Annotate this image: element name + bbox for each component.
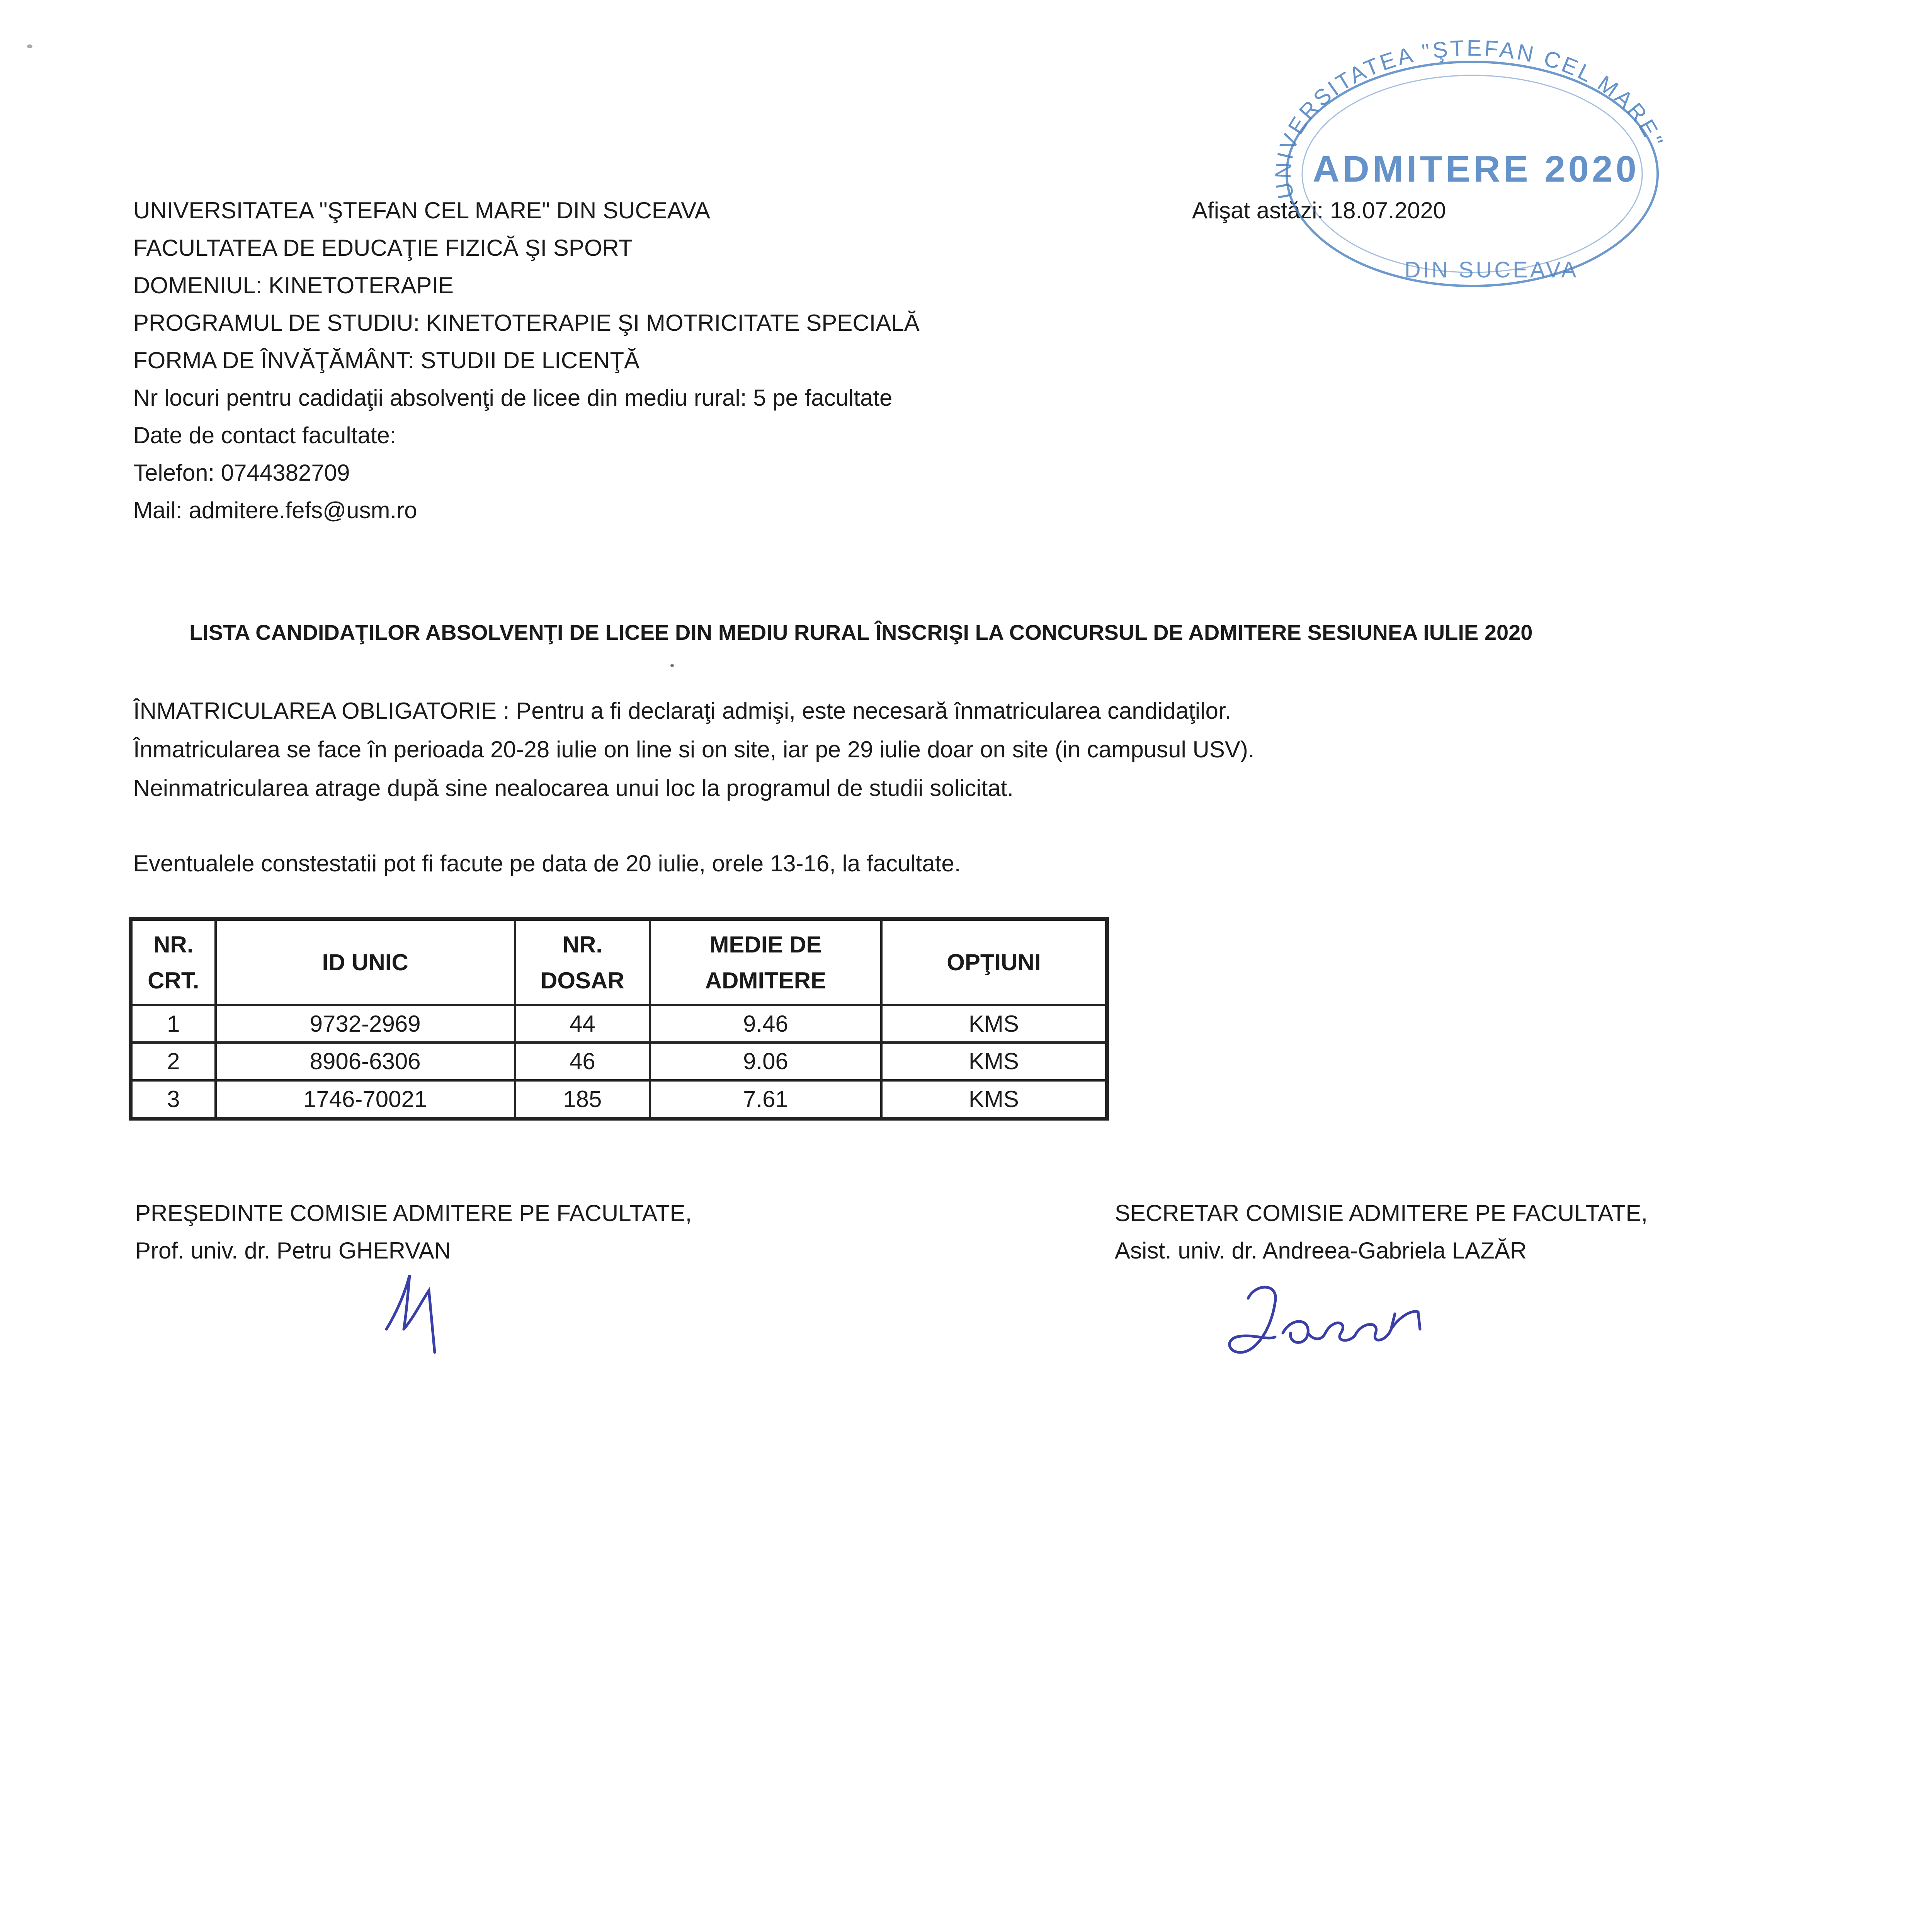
- stamp-ring-text: UNIVERSITATEA "ŞTEFAN CEL MARE": [1270, 35, 1669, 201]
- stamp-center-text: ADMITERE 2020: [1313, 148, 1639, 190]
- header-medie: MEDIE DE ADMITERE: [650, 919, 881, 1005]
- secretary-title: SECRETAR COMISIE ADMITERE PE FACULTATE,: [1115, 1200, 1648, 1226]
- posted-date: Afişat astăzi: 18.07.2020: [1192, 197, 1446, 223]
- cell-nr-crt: 2: [131, 1043, 216, 1080]
- cell-nr-dosar: 44: [515, 1005, 650, 1043]
- faculty-name: FACULTATEA DE EDUCAŢIE FIZICĂ ŞI SPORT: [133, 235, 633, 261]
- cell-medie: 9.06: [650, 1043, 881, 1080]
- admission-stamp: [1260, 35, 1677, 313]
- notice-line-4: Eventualele constestatii pot fi facute pe data de 20 iulie, orele 13-16, la facultate.: [133, 850, 961, 876]
- president-title: PREŞEDINTE COMISIE ADMITERE PE FACULTATE,: [135, 1200, 692, 1226]
- stamp-bottom-text: DIN SUCEAVA: [1404, 257, 1579, 282]
- secretary-signature: [1225, 1275, 1464, 1376]
- header-id-unic: ID UNIC: [216, 919, 515, 1005]
- table-row: [131, 1005, 1107, 1043]
- cell-nr-crt: 3: [131, 1080, 216, 1119]
- contact-phone: Telefon: 0744382709: [133, 460, 350, 486]
- contact-mail: Mail: admitere.fefs@usm.ro: [133, 497, 417, 523]
- cell-optiuni: KMS: [881, 1043, 1107, 1080]
- notice-line-3: Neinmatricularea atrage după sine nealocarea unui loc la programul de studii solicitat.: [133, 775, 1014, 801]
- study-domain: DOMENIUL: KINETOTERAPIE: [133, 272, 454, 298]
- table-header-row: [131, 919, 1107, 1005]
- cell-nr-crt: 1: [131, 1005, 216, 1043]
- scan-speck: [27, 44, 32, 48]
- cell-optiuni: KMS: [881, 1080, 1107, 1119]
- cell-id-unic: 1746-70021: [216, 1080, 515, 1119]
- contact-heading: Date de contact facultate:: [133, 422, 396, 448]
- scan-speck: [670, 664, 674, 667]
- cell-nr-dosar: 185: [515, 1080, 650, 1119]
- notice-line-2: Înmatricularea se face în perioada 20-28 iulie on line si on site, iar pe 29 iulie doar on site (in campusul USV).: [133, 736, 1255, 762]
- university-name: UNIVERSITATEA "ŞTEFAN CEL MARE" DIN SUCEAVA: [133, 197, 710, 223]
- cell-medie: 7.61: [650, 1080, 881, 1119]
- cell-optiuni: KMS: [881, 1005, 1107, 1043]
- header-optiuni: OPŢIUNI: [881, 919, 1107, 1005]
- cell-id-unic: 8906-6306: [216, 1043, 515, 1080]
- study-program: PROGRAMUL DE STUDIU: KINETOTERAPIE ŞI MOTRICITATE SPECIALĂ: [133, 310, 920, 336]
- president-signature: [371, 1264, 460, 1360]
- cell-id-unic: 9732-2969: [216, 1005, 515, 1043]
- places-info: Nr locuri pentru cadidaţii absolvenţi de licee din mediu rural: 5 pe facultate: [133, 385, 893, 411]
- notice-line-1: ÎNMATRICULAREA OBLIGATORIE : Pentru a fi declaraţi admişi, este necesară înmatricularea candidaţilor.: [133, 698, 1231, 724]
- study-form: FORMA DE ÎNVĂŢĂMÂNT: STUDII DE LICENŢĂ: [133, 347, 640, 373]
- cell-nr-dosar: 46: [515, 1043, 650, 1080]
- candidates-table: [129, 917, 1109, 1121]
- table-row: [131, 1080, 1107, 1119]
- list-title: LISTA CANDIDAŢILOR ABSOLVENŢI DE LICEE DIN MEDIU RURAL ÎNSCRIŞI LA CONCURSUL DE ADMITERE SESIUNEA IULIE 2020: [189, 620, 1533, 645]
- president-name: Prof. univ. dr. Petru GHERVAN: [135, 1238, 451, 1264]
- secretary-name: Asist. univ. dr. Andreea-Gabriela LAZĂR: [1115, 1238, 1527, 1264]
- cell-medie: 9.46: [650, 1005, 881, 1043]
- header-nr-crt: NR. CRT.: [131, 919, 216, 1005]
- table-row: [131, 1043, 1107, 1080]
- header-nr-dosar: NR. DOSAR: [515, 919, 650, 1005]
